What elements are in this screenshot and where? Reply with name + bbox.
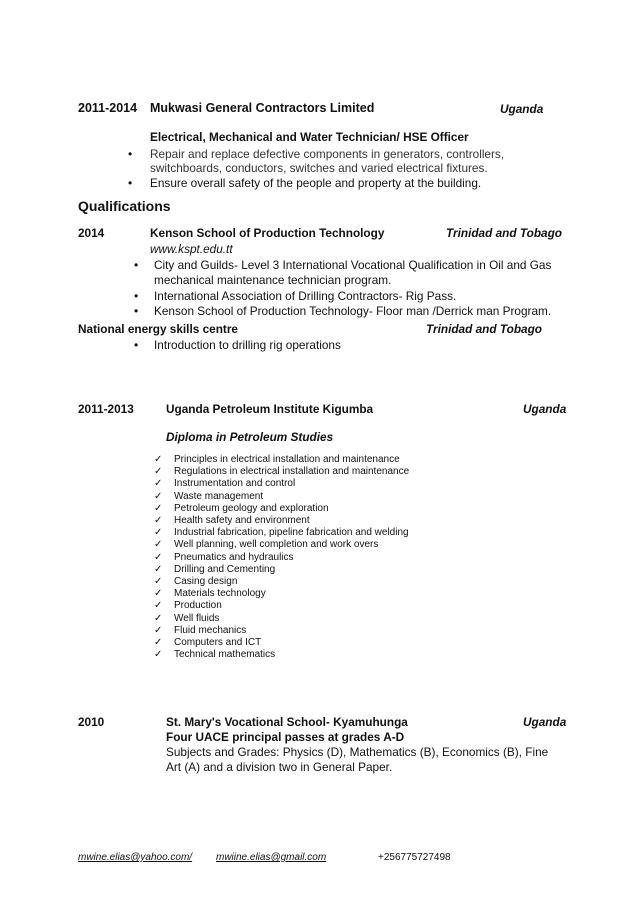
course-item: Health safety and environment bbox=[174, 515, 310, 526]
check-icon: ✓ bbox=[154, 637, 163, 648]
course-item: Instrumentation and control bbox=[174, 478, 296, 490]
course-item: Regulations in electrical installation and maintenance bbox=[174, 466, 410, 478]
national-country: Trinidad and Tobago bbox=[426, 322, 542, 336]
qualifications-heading: Qualifications bbox=[78, 198, 171, 214]
national-name: National energy skills centre bbox=[78, 322, 238, 336]
check-icon: ✓ bbox=[154, 478, 163, 490]
job1-role: Electrical, Mechanical and Water Technician/ HSE Officer bbox=[150, 130, 469, 144]
job1-company: Mukwasi General Contractors Limited bbox=[150, 101, 375, 115]
upik-years: 2011-2013 bbox=[78, 402, 134, 416]
stmary-year: 2010 bbox=[78, 715, 105, 729]
course-item: Drilling and Cementing bbox=[174, 563, 276, 575]
check-icon: ✓ bbox=[154, 515, 163, 526]
check-icon: ✓ bbox=[154, 600, 163, 612]
bullet-icon: • bbox=[134, 289, 139, 303]
course-item: Fluid mechanics bbox=[174, 624, 247, 636]
course-item: Principles in electrical installation and maintenance bbox=[174, 454, 400, 465]
course-item: Casing design bbox=[174, 576, 238, 587]
check-icon: ✓ bbox=[154, 576, 163, 587]
upik-country: Uganda bbox=[523, 402, 567, 416]
check-icon: ✓ bbox=[154, 490, 163, 502]
stmary-country: Uganda bbox=[523, 715, 567, 729]
check-icon: ✓ bbox=[154, 527, 163, 539]
upik-school: Uganda Petroleum Institute Kigumba bbox=[166, 402, 374, 416]
bullet-icon: • bbox=[134, 338, 139, 352]
kenson-item1-line2: mechanical maintenance technician program. bbox=[154, 273, 392, 287]
job1-duty2: Ensure overall safety of the people and property at the building. bbox=[150, 176, 482, 190]
course-item: Waste management bbox=[174, 490, 264, 502]
check-icon: ✓ bbox=[154, 563, 163, 575]
check-icon: ✓ bbox=[154, 466, 163, 478]
footer-email-yahoo[interactable]: mwine.elias@yahoo.com/ bbox=[78, 852, 193, 863]
kenson-website[interactable]: www.kspt.edu.tt bbox=[150, 242, 233, 256]
course-item: Technical mathematics bbox=[174, 649, 276, 661]
bullet-icon: • bbox=[134, 258, 139, 272]
job1-duty1-line2: switchboards, conductors, switches and varied electrical fixtures. bbox=[150, 161, 488, 175]
course-item: Materials technology bbox=[174, 588, 266, 600]
course-item: Industrial fabrication, pipeline fabrication and welding bbox=[174, 527, 409, 539]
check-icon: ✓ bbox=[154, 649, 163, 661]
job1-duty1-line1: Repair and replace defective components in generators, controllers, bbox=[150, 147, 505, 161]
check-icon: ✓ bbox=[154, 588, 163, 600]
job1-years: 2011-2014 bbox=[78, 101, 138, 115]
course-item: Petroleum geology and exploration bbox=[174, 502, 329, 514]
stmary-subjects-line1: Subjects and Grades: Physics (D), Mathematics (B), Economics (B), Fine bbox=[166, 745, 549, 759]
kenson-school: Kenson School of Production Technology bbox=[150, 226, 385, 240]
kenson-item2: International Association of Drilling Contractors- Rig Pass. bbox=[154, 289, 457, 303]
bullet-icon: • bbox=[134, 304, 139, 318]
upik-diploma: Diploma in Petroleum Studies bbox=[166, 430, 334, 444]
course-item: Pneumatics and hydraulics bbox=[174, 551, 294, 563]
stmary-subjects-line2: Art (A) and a division two in General Paper. bbox=[166, 760, 393, 774]
check-icon: ✓ bbox=[154, 612, 163, 624]
stmary-uace: Four UACE principal passes at grades A-D bbox=[166, 730, 405, 744]
course-item: Well fluids bbox=[174, 612, 220, 624]
course-item: Production bbox=[174, 600, 222, 612]
check-icon: ✓ bbox=[154, 454, 163, 465]
kenson-year: 2014 bbox=[78, 226, 105, 240]
footer-phone: +256775727498 bbox=[378, 852, 451, 863]
footer-email-gmail[interactable]: mwiine.elias@gmail.com bbox=[216, 852, 327, 863]
check-icon: ✓ bbox=[154, 551, 163, 563]
course-item: Computers and ICT bbox=[174, 637, 262, 648]
course-item: Well planning, well completion and work overs bbox=[174, 539, 379, 551]
kenson-item1-line1: City and Guilds- Level 3 International Vocational Qualification in Oil and Gas bbox=[154, 258, 552, 272]
kenson-item3: Kenson School of Production Technology- Floor man /Derrick man Program. bbox=[154, 304, 552, 318]
check-icon: ✓ bbox=[154, 624, 163, 636]
check-icon: ✓ bbox=[154, 502, 163, 514]
job1-country: Uganda bbox=[500, 102, 544, 116]
national-item1: Introduction to drilling rig operations bbox=[154, 338, 341, 352]
bullet-icon: • bbox=[128, 176, 133, 190]
bullet-icon: • bbox=[128, 147, 133, 161]
stmary-school: St. Mary's Vocational School- Kyamuhunga bbox=[166, 715, 408, 729]
check-icon: ✓ bbox=[154, 539, 163, 551]
kenson-country: Trinidad and Tobago bbox=[446, 226, 562, 240]
